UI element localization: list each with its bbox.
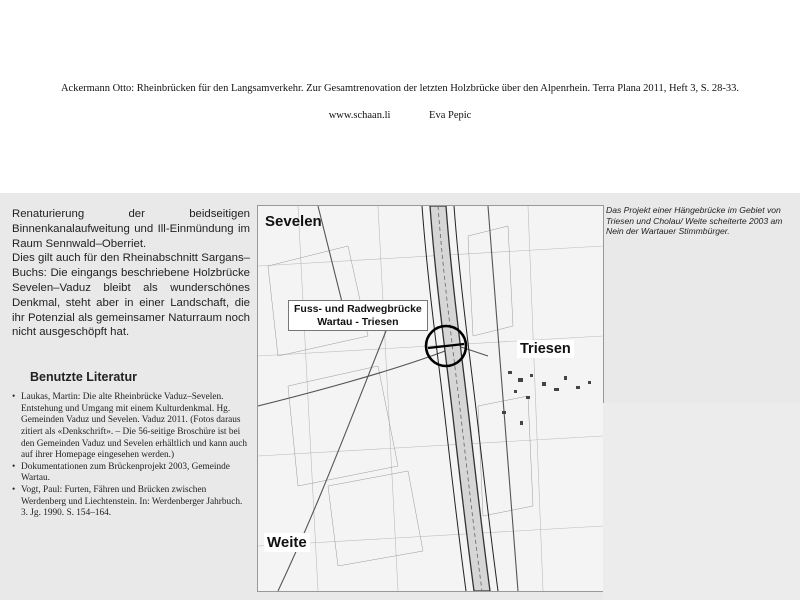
map-label-weite: Weite	[264, 533, 310, 552]
credit-line	[0, 110, 800, 121]
paragraph-1: Renaturierung der beidseitigen Binnenkanalaufweitung und Ill-Einmündung im Raum Sennwald–Oberriet.	[12, 208, 250, 250]
bridge-label-line-1: Fuss- und Radwegbrücke	[294, 303, 422, 315]
literature-list	[12, 392, 250, 520]
article-body	[12, 207, 250, 340]
bridge-label-line-2: Wartau - Triesen	[317, 315, 399, 328]
paragraph-2: Dies gilt auch für den Rheinabschnitt Sargans–Buchs: Die eingangs beschriebene Holzbrücke Sevelen–Vaduz bleibt als wunderschönes Denkmal, steht aber in einer Landschaft, die ihr Potenzial als gemeinsamer Naturraum noch nicht ausgeschöpft hat.	[12, 252, 250, 339]
literature-item: • Dokumentationen zum Brückenprojekt 2003, Gemeinde Wartau.	[12, 462, 250, 485]
author-text: Eva Pepic	[429, 110, 472, 121]
map-drawing	[258, 206, 603, 591]
map-caption: Das Projekt einer Hängebrücke im Gebiet von Triesen und Cholau/ Weite scheiterte 2003 am Nein der Wartauer Stimmbürger.	[606, 205, 783, 236]
scanned-page	[0, 193, 800, 600]
article-column	[12, 207, 250, 520]
topographic-map	[257, 205, 604, 592]
website-text: www.schaan.li	[328, 110, 391, 121]
citation-line: Ackermann Otto: Rheinbrücken für den Langsamverkehr. Zur Gesamtrenovation der letzten Holzbrücke über den Alpenrhein. Terra Plana 2011, Heft 3, S. 28-33.	[60, 83, 740, 94]
literature-item: • Vogt, Paul: Furten, Fähren und Brücken zwischen Werdenberg und Liechtenstein. In: Werdenberger Jahrbuch. 3. Jg. 1990. S. 154–164.	[12, 485, 250, 520]
map-label-sevelen: Sevelen	[265, 213, 322, 230]
map-label-bridge	[288, 300, 428, 331]
literature-heading: Benutzte Literatur	[30, 370, 137, 385]
faded-text-area	[603, 403, 800, 600]
literature-item: • Laukas, Martin: Die alte Rheinbrücke Vaduz–Sevelen. Entstehung und Umgang mit einem Kulturdenkmal. Hg. Gemeinden Vaduz und Sevelen. Vaduz 2011. (Fotos daraus zitiert als «Denkschrift». – Die 56-seitige Broschüre ist bei den Gemeinden Vaduz und Sevelen erhältlich und kann auch auf ihrer Homepage eingesehen werden.)	[12, 392, 250, 462]
map-label-triesen: Triesen	[517, 340, 574, 358]
